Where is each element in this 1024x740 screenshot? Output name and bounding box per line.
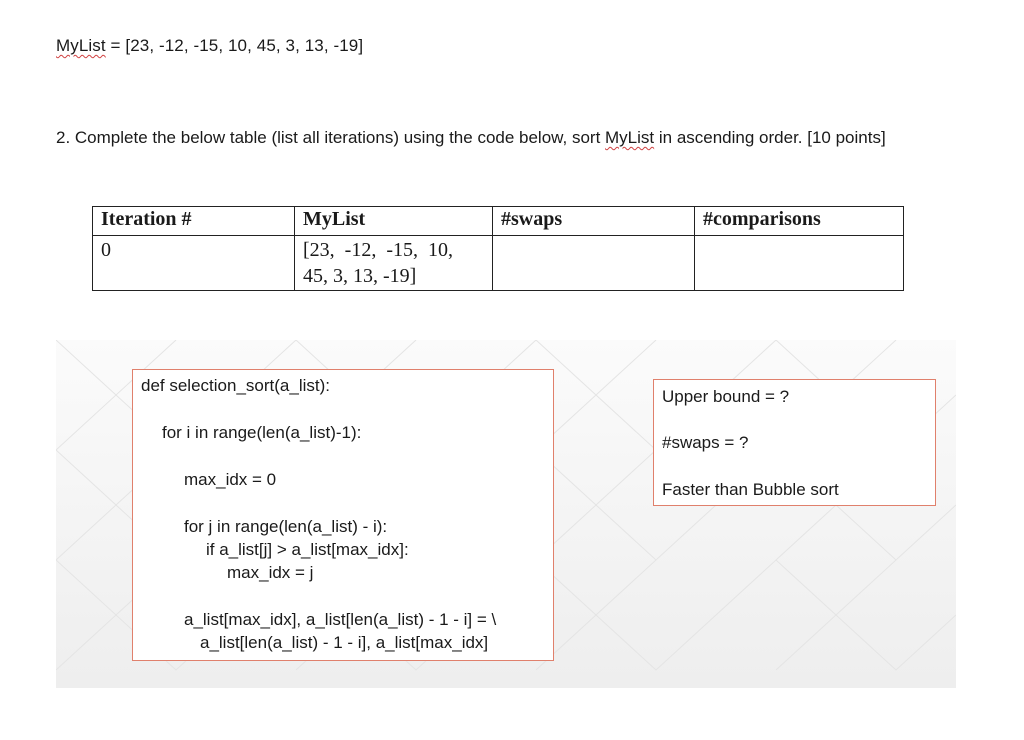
cell-mylist-line2: 45, 3, 13, -19] [303,265,417,287]
code-box [132,369,554,661]
question-mylist-name: MyList [605,128,655,147]
cell-mylist-line1: [23, -12, -15, 10, [303,239,453,261]
code-line-outer-for: for i in range(len(a_list)-1): [162,423,362,442]
code-line-swap-2: a_list[len(a_list) - 1 - i], a_list[max_idx] [200,633,489,652]
mylist-values: = [23, -12, -15, 10, 45, 3, 13, -19] [105,36,364,55]
code-line-max-idx-init: max_idx = 0 [184,470,277,489]
upper-bound-text: Upper bound = ? [662,387,790,406]
cell-swaps[interactable] [493,236,695,291]
code-line-swap-1: a_list[max_idx], a_list[len(a_list) - 1 - i] = \ [184,610,497,629]
question-text-part1: 2. Complete the below table (list all iterations) using the code below, sort [56,128,606,147]
code-line-max-idx-assign: max_idx = j [227,563,314,582]
code-line-def: def selection_sort(a_list): [141,376,330,395]
code-line-if: if a_list[j] > a_list[max_idx]: [206,540,409,559]
info-box [653,379,936,506]
header-comparisons: #comparisons [695,207,904,236]
cell-iteration[interactable]: 0 [93,236,295,291]
cell-mylist[interactable] [295,236,493,291]
header-iteration: Iteration # [93,207,295,236]
header-mylist: MyList [295,207,493,236]
swaps-text: #swaps = ? [662,433,749,452]
question-text-part2: in ascending order. [10 points] [654,128,886,147]
table-header-row [93,207,904,236]
header-swaps: #swaps [493,207,695,236]
faster-text: Faster than Bubble sort [662,480,839,499]
table-row [93,236,904,291]
code-line-inner-for: for j in range(len(a_list) - i): [184,517,388,536]
iterations-table [92,206,904,291]
cell-comparisons[interactable] [695,236,904,291]
question-2 [56,124,976,151]
mylist-variable-name: MyList [56,36,106,55]
mylist-definition [56,36,363,56]
